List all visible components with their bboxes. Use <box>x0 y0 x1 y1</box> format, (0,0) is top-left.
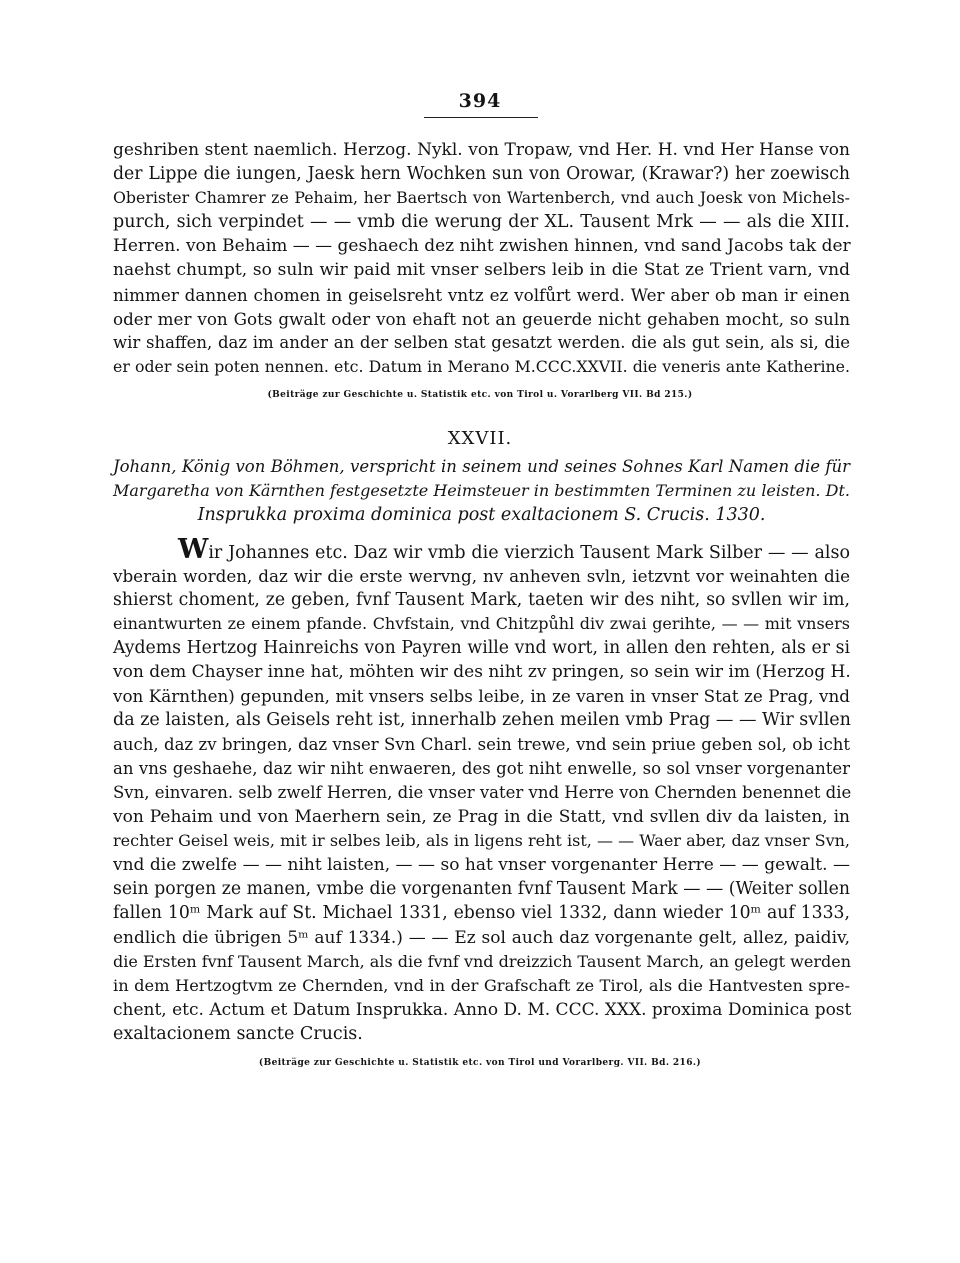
text-line: exaltacionem sancte Crucis. <box>113 1024 363 1044</box>
text-line: einantwurten ze einem pfande. Chvfstain, vnd Chitzpůhl div zwai gerihte, — — mit vnsers <box>113 614 850 633</box>
page-number-rule <box>424 117 538 118</box>
text-line: von dem Chayser inne hat, möhten wir des niht zv pringen, so sein wir im (Herzog H. <box>113 662 851 682</box>
text-line: nimmer dannen chomen in geiselsreht vntz ez volfůrt werd. Wer aber ob man ir einen <box>113 285 850 305</box>
text-line: oder mer von Gots gwalt oder von ehaft not an geuerde nicht gehaben mocht, so suln <box>113 309 850 329</box>
text-line: von Kärnthen) gepunden, mit vnsers selbs leibe, in ze varen in vnser Stat ze Prag, vnd <box>113 686 850 706</box>
text-line: er oder sein poten nennen. etc. Datum in Merano M.CCC.XXVII. die veneris ante Katherine. <box>113 357 850 376</box>
text-line: endlich die übrigen 5ᵐ auf 1334.) — — Ez sol auch daz vorgenante gelt, allez, paidiv, <box>113 928 850 948</box>
text-line: an vns geshaehe, daz wir niht enwaeren, des got niht enwelle, so sol vnser vorgenanter <box>113 759 850 778</box>
charter-number: XXVII. <box>447 428 513 449</box>
text-line: Svn, einvaren. selb zwelf Herren, die vnser vater vnd Herre von Chernden benennet die <box>113 783 852 802</box>
text-line: die Ersten fvnf Tausent March, als die fvnf vnd dreizzich Tausent March, an gelegt werden <box>113 952 852 971</box>
text-line: vberain worden, daz wir die erste wervng, nv anheven svln, ietzvnt vor weinahten die <box>113 566 850 586</box>
text-line: chent, etc. Actum et Datum Insprukka. Anno D. M. CCC. XXX. proxima Dominica post <box>113 1000 852 1020</box>
text-line: auch, daz zv bringen, daz vnser Svn Charl. sein trewe, vnd sein priue geben sol, ob icht <box>113 735 850 754</box>
drop-cap: W <box>178 534 209 565</box>
text-line: rechter Geisel weis, mit ir selbes leib, als in ligens reht ist, — — Waer aber, daz vnser Svn, <box>113 831 850 850</box>
text-line: Aydems Hertzog Hainreichs von Payren wille vnd wort, in allen den rehten, als er si <box>113 638 850 658</box>
page-number: 394 <box>458 90 502 112</box>
summary-line: Margaretha von Kärnthen festgesetzte Heimsteuer in bestimmten Terminen zu leisten. Dt. <box>113 481 850 500</box>
text-line: naehst chumpt, so suln wir paid mit vnser selbers leib in die Stat ze Trient varn, vnd <box>113 260 850 280</box>
text-line: geshriben stent naemlich. Herzog. Nykl. von Tropaw, vnd Her. H. vnd Her Hanse von <box>113 140 850 160</box>
first-text-line <box>178 534 850 565</box>
text-line: wir shaffen, daz im ander an der selben stat gesatzt werden. die als gut sein, als si, die <box>113 333 850 352</box>
text-line: sein porgen ze manen, vmbe die vorgenanten fvnf Tausent Mark — — (Weiter sollen <box>113 879 850 899</box>
text-line: von Pehaim und von Maerhern sein, ze Prag in die Statt, vnd svllen div da laisten, in <box>113 807 850 827</box>
source-citation: (Beiträge zur Geschichte u. Statistik etc. von Tirol und Vorarlberg. VII. Bd. 216.) <box>258 1058 702 1068</box>
text-line: Herren. von Behaim — — geshaech dez niht zwishen hinnen, vnd sand Jacobs tak der <box>113 236 851 256</box>
summary-line: Insprukka proxima dominica post exaltacionem S. Crucis. 1330. <box>197 505 766 525</box>
text-line: Oberister Chamrer ze Pehaim, her Baertsch von Wartenberch, vnd auch Joesk von Michels- <box>113 188 850 207</box>
text-line: shierst choment, ze geben, fvnf Tausent Mark, taeten wir des niht, so svllen wir im, <box>113 590 850 610</box>
text-line: fallen 10ᵐ Mark auf St. Michael 1331, ebenso viel 1332, dann wieder 10ᵐ auf 1333, <box>113 903 850 923</box>
source-citation: (Beiträge zur Geschichte u. Statistik etc. von Tirol u. Vorarlberg VII. Bd 215.) <box>267 390 693 400</box>
text-line: der Lippe die iungen, Jaesk hern Wochken sun von Orowar, (Krawar?) her zoewisch <box>113 164 850 184</box>
text-line: da ze laisten, als Geisels reht ist, innerhalb zehen meilen vmb Prag — — Wir svllen <box>113 710 851 730</box>
first-line-text: ir Johannes etc. Daz wir vmb die vierzich Tausent Mark Silber — — also <box>208 543 850 563</box>
text-line: in dem Hertzogtvm ze Chernden, vnd in der Grafschaft ze Tirol, als die Hantvesten spre- <box>113 976 850 995</box>
text-line: purch, sich verpindet — — vmb die werung der XL. Tausent Mrk — — als die XIII. <box>113 212 850 232</box>
summary-line: Johann, König von Böhmen, verspricht in seinem und seines Sohnes Karl Namen die für <box>113 457 850 476</box>
text-line: vnd die zwelfe — — niht laisten, — — so hat vnser vorgenanter Herre — — gewalt. — <box>113 855 850 875</box>
